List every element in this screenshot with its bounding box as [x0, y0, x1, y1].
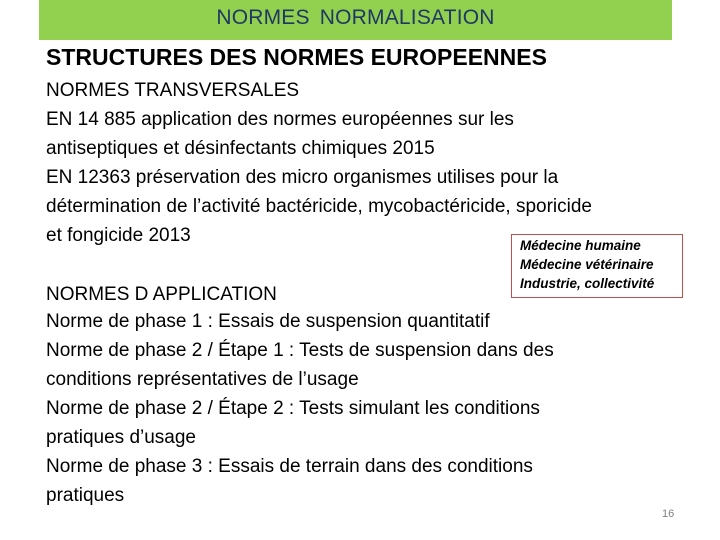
- page-number: 16: [662, 508, 675, 520]
- transversales-line: antiseptiques et désinfectants chimiques 2015: [46, 138, 435, 159]
- title-bar: [39, 0, 672, 40]
- application-line: Norme de phase 2 / Étape 2 : Tests simulant les conditions: [46, 398, 540, 419]
- section-heading-transversales: NORMES TRANSVERSALES: [46, 80, 300, 101]
- transversales-line: EN 12363 préservation des micro organismes utilises pour la: [46, 167, 559, 188]
- transversales-line: et fongicide 2013: [46, 225, 191, 246]
- callout-line: Médecine humaine: [520, 238, 641, 253]
- application-line: conditions représentatives de l’usage: [46, 369, 359, 390]
- application-line: pratiques: [46, 485, 125, 506]
- application-line: Norme de phase 2 / Étape 1 : Tests de suspension dans des: [46, 340, 554, 361]
- callout-line: Industrie, collectivité: [520, 276, 655, 291]
- slide-subtitle: STRUCTURES DES NORMES EUROPEENNES: [46, 44, 547, 70]
- application-line: Norme de phase 3 : Essais de terrain dans des conditions: [46, 456, 533, 477]
- application-line: Norme de phase 1 : Essais de suspension quantitatif: [46, 311, 490, 332]
- domain-callout-box: [511, 234, 683, 298]
- callout-line: Médecine vétérinaire: [520, 257, 654, 272]
- slide-title: NORMES NORMALISATION: [216, 6, 495, 29]
- application-line: pratiques d’usage: [46, 427, 196, 448]
- transversales-line: EN 14 885 application des normes européennes sur les: [46, 109, 514, 130]
- section-heading-application: NORMES D APPLICATION: [46, 284, 277, 305]
- transversales-line: détermination de l’activité bactéricide, mycobactéricide, sporicide: [46, 196, 592, 217]
